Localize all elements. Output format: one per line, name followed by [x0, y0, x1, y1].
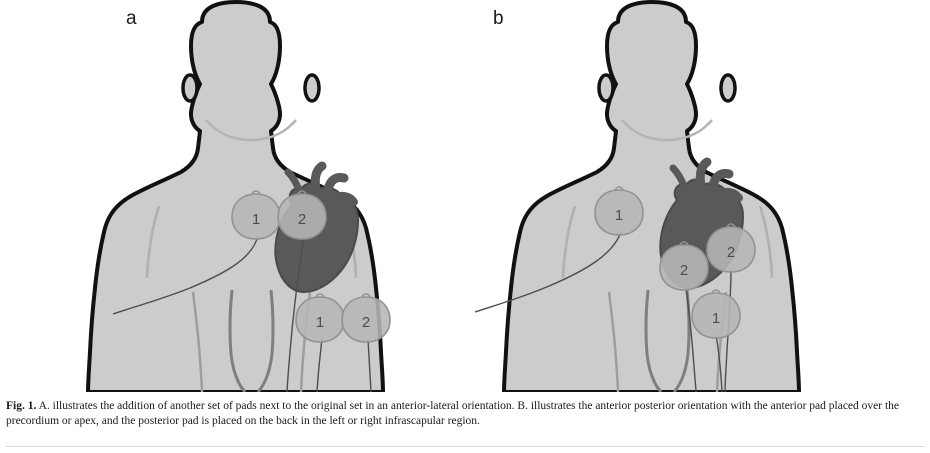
caption-label: Fig. 1.: [6, 400, 37, 412]
caption-paragraph: [6, 399, 924, 429]
pad-a-3-number: 1: [315, 314, 325, 331]
panel-a-torso: [0, 0, 465, 392]
panel-b-label: b: [493, 8, 504, 29]
panel-a: [0, 0, 465, 392]
pad-a-2-number: 2: [297, 211, 307, 228]
pad-b-1-number: 1: [614, 207, 624, 224]
caption-divider: [6, 446, 924, 447]
pad-b-3-number: 2: [679, 262, 689, 279]
pad-b-2-number: 2: [726, 244, 736, 261]
panel-a-label: a: [126, 8, 137, 29]
caption-body: A. illustrates the addition of another set of pads next to the original set in an anterior-lateral orientation. B. illustrates the anterior posterior orientation with the anterior pad placed over the precordium or apex, and the posterior pad is placed on the back in the left or right infrascapular region.: [6, 400, 900, 427]
pad-a-1-number: 1: [251, 211, 261, 228]
panel-b: [465, 0, 930, 392]
pad-a-4-number: 2: [361, 314, 371, 331]
pad-b-4-number: 1: [711, 310, 721, 327]
figure-caption: [0, 392, 930, 453]
panel-b-torso: [465, 0, 930, 392]
body-silhouette-b: [504, 2, 799, 392]
